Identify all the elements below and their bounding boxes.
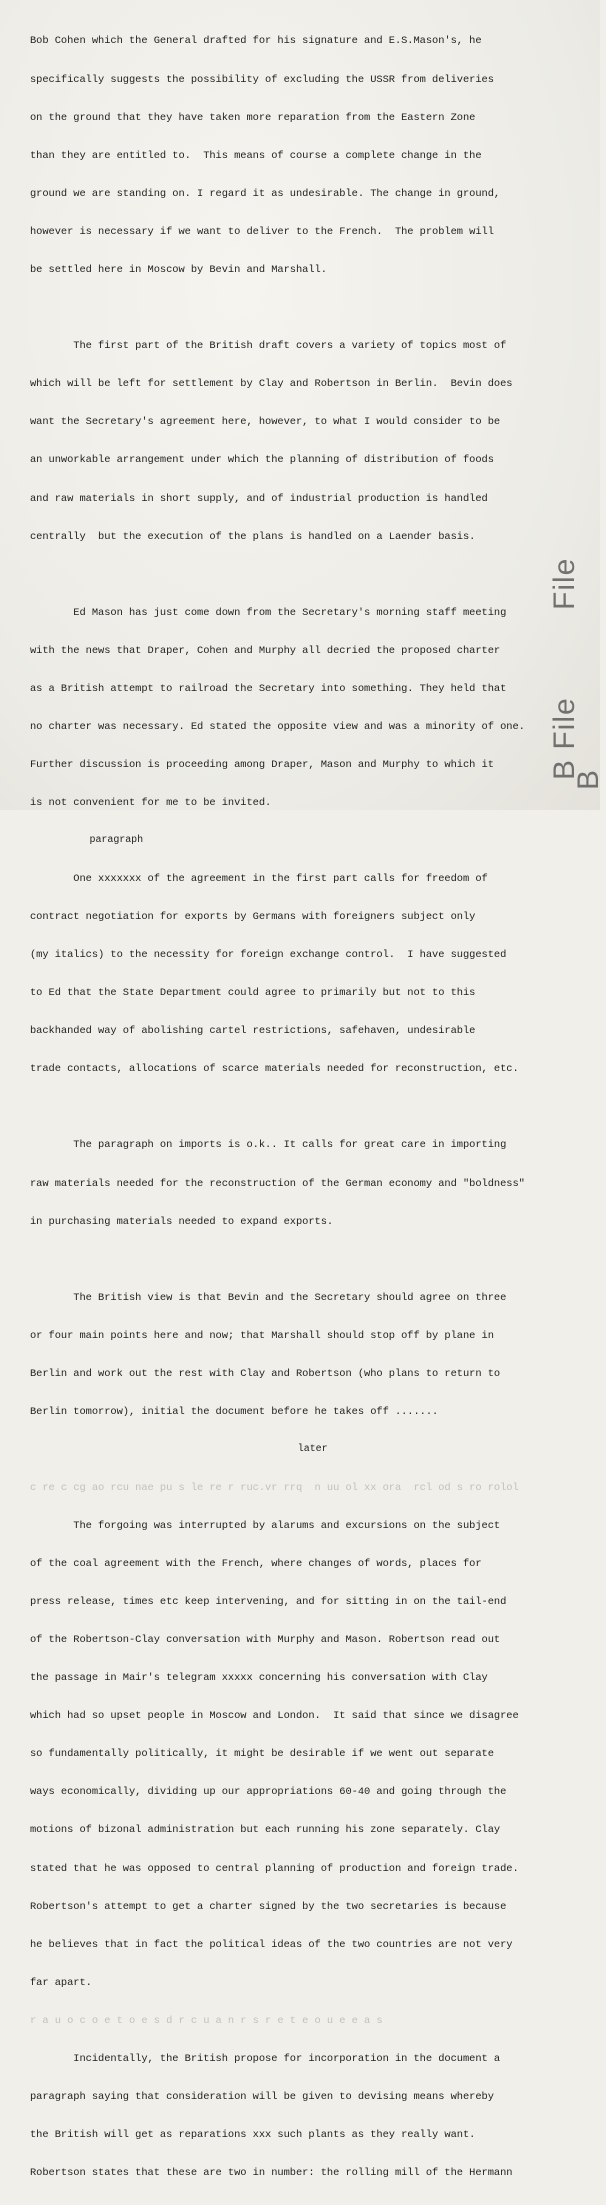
- text-line: Berlin tomorrow), initial the document before he takes off .......: [30, 1406, 439, 1419]
- text-line: an unworkable arrangement under which the planning of distribution of foods: [30, 454, 494, 467]
- text-line: of the Robertson-Clay conversation with Murphy and Mason. Robertson read out: [30, 1633, 501, 1646]
- text-line: press release, times etc keep intervening, and for sitting in on the tail-end: [30, 1595, 507, 1608]
- text-line: Ed Mason has just come down from the Secretary's morning staff meeting: [30, 606, 507, 619]
- text-line: Berlin and work out the rest with Clay and Robertson (who plans to return to: [30, 1368, 501, 1380]
- text-line: no charter was necessary. Ed stated the opposite view and was a minority of one.: [30, 721, 525, 734]
- text-line: which had so upset people in Moscow and London. It said that since we disagree: [30, 1710, 519, 1723]
- stamp-text: File: [548, 557, 581, 610]
- typed-text-body: [30, 10, 566, 2205]
- text-line: trade contacts, allocations of scarce materials needed for reconstruction, etc.: [30, 1063, 519, 1076]
- blank-line: [30, 1254, 566, 1267]
- text-line: the passage in Mair's telegram xxxxx concerning his conversation with Clay: [30, 1672, 488, 1685]
- text-line: ways economically, dividing up our appropriations 60-40 and going through the: [30, 1786, 507, 1799]
- blank-line: [30, 569, 566, 582]
- blank-line: [30, 302, 566, 315]
- handwritten-insert-paragraph: paragraph: [89, 835, 144, 847]
- text-line: however is necessary if we want to deliver to the French. The problem will: [30, 225, 494, 238]
- text-line: Further discussion is proceeding among Draper, Mason and Murphy to which it: [30, 759, 494, 772]
- text-line: Bob Cohen which the General drafted for his signature and E.S.Mason's, he: [30, 35, 482, 48]
- text-line: The paragraph on imports is o.k.. It calls for great care in importing: [30, 1139, 507, 1152]
- text-line: want the Secretary's agreement here, however, to what I would consider to be: [30, 416, 501, 429]
- text-line: which will be left for settlement by Clay and Robertson in Berlin. Bevin does: [30, 378, 513, 391]
- text-line: Incidentally, the British propose for incorporation in the document a: [30, 2053, 501, 2065]
- text-line: contract negotiation for exports by Germans with foreigners subject only: [30, 910, 476, 923]
- handwritten-insert-later: later: [297, 1444, 328, 1456]
- stamp-text: B File: [548, 697, 581, 780]
- text-line: far apart.: [30, 1976, 92, 1989]
- bleed-through-line: r a u o c o e t o e s d r c u a n r s r e t e o u e e a s: [30, 2014, 383, 2027]
- text-line: than they are entitled to. This means of course a complete change in the: [30, 149, 482, 162]
- blank-line: [30, 1101, 566, 1114]
- text-line: is not convenient for me to be invited.: [30, 797, 272, 810]
- text-line: on the ground that they have taken more reparation from the Eastern Zone: [30, 111, 476, 124]
- text-line: centrally but the execution of the plans is handled on a Laender basis.: [30, 530, 476, 543]
- text-line: Robertson's attempt to get a charter signed by the two secretaries is because: [30, 1900, 507, 1913]
- text-line: so fundamentally politically, it might be desirable if we went out separate: [30, 1748, 494, 1761]
- text-line: backhanded way of abolishing cartel restrictions, safehaven, undesirable: [30, 1025, 476, 1038]
- text-line: and raw materials in short supply, and of industrial production is handled: [30, 492, 488, 505]
- text-line: raw materials needed for the reconstruction of the German economy and "boldness": [30, 1177, 525, 1190]
- file-stamp: [538, 490, 605, 810]
- text-line: One xxxxxxx of the agreement in the first part calls for freedom of: [30, 872, 488, 885]
- text-line: the British will get as reparations xxx such plants as they really want.: [30, 2129, 476, 2142]
- text-line: motions of bizonal administration but each running his zone separately. Clay: [30, 1824, 501, 1837]
- text-line: in purchasing materials needed to expand exports.: [30, 1215, 334, 1228]
- text-line: stated that he was opposed to central planning of production and foreign trade.: [30, 1862, 519, 1875]
- text-line: (my italics) to the necessity for foreign exchange control. I have suggested: [30, 948, 507, 961]
- text-line: to Ed that the State Department could agree to primarily but not to this: [30, 987, 476, 1000]
- bleed-through-line: c re c cg ao rcu nae pu s le re r ruc.vr rrq n uu ol xx ora rcl od s ro rolol: [30, 1481, 519, 1494]
- text-line: he believes that in fact the political ideas of the two countries are not very: [30, 1938, 513, 1951]
- text-line: of the coal agreement with the French, where changes of words, places for: [30, 1557, 482, 1570]
- stamp-text: B: [572, 768, 605, 790]
- text-line: as a British attempt to railroad the Secretary into something. They held that: [30, 683, 507, 695]
- text-line: Robertson states that these are two in number: the rolling mill of the Hermann: [30, 2167, 513, 2180]
- text-line: The British view is that Bevin and the Secretary should agree on three: [30, 1291, 507, 1304]
- text-line: specifically suggests the possibility of excluding the USSR from deliveries: [30, 73, 494, 86]
- text-line: paragraph saying that consideration will be given to devising means whereby: [30, 2091, 494, 2104]
- text-line: ground we are standing on. I regard it as undesirable. The change in ground,: [30, 187, 501, 200]
- text-line: with the news that Draper, Cohen and Murphy all decried the proposed charter: [30, 644, 501, 657]
- text-line: The forgoing was interrupted by alarums and excursions on the subject: [30, 1519, 501, 1532]
- text-line: or four main points here and now; that Marshall should stop off by plane in: [30, 1329, 494, 1342]
- text-line: The first part of the British draft covers a variety of topics most of: [30, 340, 507, 353]
- text-line: be settled here in Moscow by Bevin and Marshall.: [30, 263, 327, 276]
